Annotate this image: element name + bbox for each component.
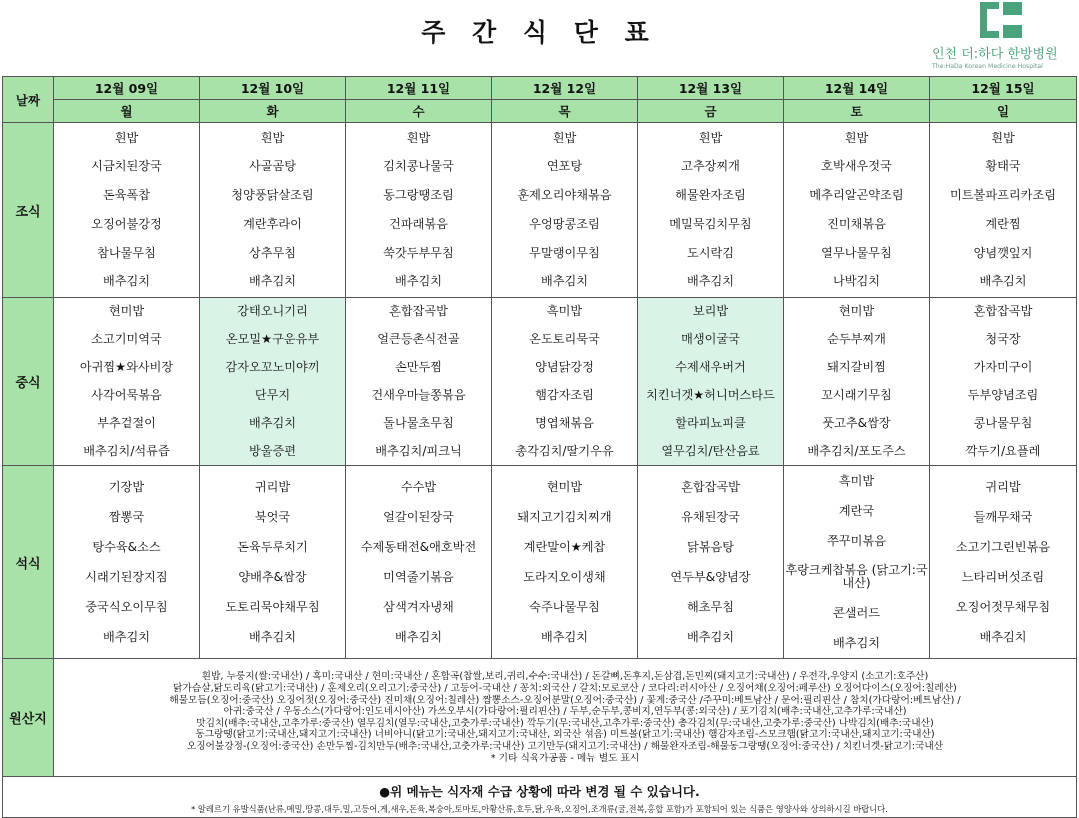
meal-cell	[200, 466, 346, 659]
meal-cell	[930, 298, 1077, 466]
menu-item: 콘샐러드	[832, 605, 881, 620]
breakfast-label: 조식	[3, 123, 54, 298]
meal-cell	[54, 466, 200, 659]
menu-item: 연포탕	[546, 159, 583, 174]
menu-item: 배추김치	[979, 274, 1027, 289]
menu-item: 귀리밥	[254, 479, 291, 494]
menu-item: 시금치된장국	[91, 159, 162, 174]
menu-item: 양배추&쌈장	[238, 569, 307, 584]
meal-cell	[200, 123, 346, 298]
meal-cell	[930, 123, 1077, 298]
meal-cell	[784, 466, 930, 659]
menu-item: 흰밥	[552, 130, 577, 145]
weekday-cell: 화	[200, 100, 346, 123]
menu-item: 닭볶음탕	[686, 539, 735, 554]
menu-item: 열무김치/탄산음료	[661, 443, 760, 458]
hospital-name: 인천 더:하다 한방병원	[932, 47, 1058, 62]
menu-item: 방울증편	[248, 443, 297, 458]
menu-item: 나박김치	[832, 274, 881, 289]
menu-item: 흰밥	[698, 130, 723, 145]
menu-item: 배추김치	[540, 274, 589, 289]
menu-item: 흰밥	[991, 130, 1015, 145]
menu-item: 사각어묵볶음	[91, 388, 162, 403]
menu-item: 콩나물무침	[973, 416, 1033, 430]
menu-item: 탕수육&소스	[92, 539, 161, 554]
menu-item: 소고기그린빈볶음	[955, 539, 1051, 554]
weekday-cell: 수	[346, 100, 492, 123]
weekday-cell: 금	[638, 100, 784, 123]
menu-item: 도시락김	[686, 245, 735, 260]
menu-item: 가자미구이	[973, 360, 1033, 375]
meal-cell	[784, 298, 930, 466]
date-cell: 12월 13일	[638, 77, 784, 100]
menu-item: 쑥갓두부무침	[383, 245, 454, 260]
menu-item: 흑미밥	[546, 304, 583, 319]
meal-cell	[930, 466, 1077, 659]
menu-item: 총각김치/딸기우유	[515, 443, 614, 458]
meal-cell	[54, 298, 200, 466]
meal-cell	[346, 466, 492, 659]
menu-item: 상추무침	[248, 245, 297, 260]
menu-item: 계란후라이	[243, 216, 302, 231]
menu-item: 무말랭이무침	[529, 245, 600, 260]
weekday-cell: 일	[930, 100, 1077, 123]
menu-item: 황태국	[985, 159, 1021, 174]
menu-item: 매생이굴국	[681, 332, 740, 347]
logo-mark-icon	[980, 2, 1022, 38]
date-cell: 12월 10일	[200, 77, 346, 100]
meal-cell	[638, 298, 784, 466]
meal-cell	[638, 466, 784, 659]
menu-item: 햄감자조림	[535, 388, 594, 403]
notice-box	[3, 777, 1077, 818]
menu-item: 계란국	[838, 503, 875, 518]
menu-item: 소고기미역국	[91, 332, 162, 347]
menu-item: 흰밥	[114, 130, 139, 145]
menu-item: 치킨너겟★허니머스타드	[646, 388, 775, 403]
hospital-subtitle: The:HaDa Korean Medicine Hospital	[932, 63, 1043, 70]
menu-item: 수제동태전&애호박전	[360, 539, 477, 554]
menu-item: 단무지	[254, 388, 291, 403]
menu-item: 짬뽕국	[108, 509, 145, 524]
menu-item: 참나물무침	[97, 245, 156, 260]
menu-item: 느타리버섯조림	[961, 569, 1045, 584]
menu-item: 돼지갈비찜	[827, 360, 886, 375]
weekday-cell: 월	[54, 100, 200, 123]
lunch-row	[3, 298, 1077, 466]
menu-item: 삼색겨자냉채	[383, 599, 454, 614]
menu-item: 풋고추&쌈장	[822, 416, 891, 430]
menu-item: 들깨무채국	[973, 509, 1033, 524]
menu-item: 해초무침	[686, 599, 735, 614]
menu-item: 계란말이★케찹	[523, 539, 606, 554]
menu-item: 기장밥	[108, 479, 145, 494]
menu-item: 우엉땅콩조림	[529, 216, 600, 231]
menu-item: 미역줄기볶음	[383, 569, 454, 584]
menu-item: 얼갈이된장국	[383, 509, 454, 524]
meal-cell	[200, 298, 346, 466]
origin-line: * 기타 식육가공품 - 메뉴 별도 표시	[490, 752, 640, 764]
menu-item: 호박새우젓국	[821, 159, 892, 174]
menu-item: 도토리묵야채무침	[225, 599, 320, 614]
menu-item: 흰밥	[406, 130, 431, 145]
menu-item: 북엇국	[254, 509, 291, 524]
menu-item: 배추김치	[102, 629, 151, 644]
menu-item: 메추리알곤약조림	[809, 188, 904, 203]
menu-item: 수수밥	[400, 479, 437, 494]
menu-item: 온모밀★구운유부	[225, 332, 320, 347]
menu-item: 배추김치	[248, 274, 297, 289]
menu-item: 배추김치	[248, 416, 297, 430]
menu-item: 배추김치	[979, 629, 1027, 644]
dinner-row	[3, 466, 1077, 659]
menu-item: 감자오꼬노미야끼	[225, 360, 320, 375]
meal-cell	[346, 298, 492, 466]
menu-item: 수제새우버거	[675, 360, 746, 375]
menu-item: 배추김치	[248, 629, 297, 644]
menu-item: 꼬시래기무침	[821, 388, 892, 403]
menu-item: 부추겉절이	[97, 416, 156, 430]
origin-info	[54, 659, 1077, 777]
menu-item: 얼큰등촌식전골	[377, 332, 460, 347]
menu-item: 귀리밥	[985, 479, 1021, 494]
menu-item: 보리밥	[692, 304, 729, 319]
menu-item: 혼합잡곡밥	[973, 304, 1033, 319]
weekday-cell: 토	[784, 100, 930, 123]
menu-item: 배추김치	[394, 629, 443, 644]
origin-line: 흰밥, 누룽지(쌀:국내산) / 흑미:국내산 / 현미:국내산 / 혼합곡(찹쌀,보리,귀리,수수:국내산) / 돈갈뼈,돈후지,돈삼겹,돈민찌(돼지고기:국내산) / 우전각,우양지 (소고기:호주산)	[201, 671, 929, 683]
menu-item: 흑미밥	[838, 473, 875, 488]
date-cell: 12월 09일	[54, 77, 200, 100]
menu-item: 강태오니기리	[237, 304, 308, 319]
dinner-label: 석식	[3, 466, 54, 659]
menu-item: 돈육폭찹	[102, 188, 151, 203]
menu-item: 쭈꾸미볶음	[827, 533, 886, 548]
menu-item: 흰밥	[260, 130, 285, 145]
menu-item: 명엽채볶음	[535, 416, 594, 430]
menu-item: 양념깻잎지	[973, 245, 1033, 260]
menu-item: 사골곰탕	[248, 159, 297, 174]
menu-item: 현미밥	[546, 479, 583, 494]
menu-item: 건새우마늘쫑볶음	[371, 388, 466, 403]
menu-item: 계란찜	[985, 216, 1021, 231]
menu-item: 온도토리묵국	[529, 332, 600, 347]
date-row	[3, 77, 1077, 100]
hospital-logo	[905, 2, 1075, 72]
origin-line: 해물모듬(오징어:중국산) 오징어젓(오징어:중국산) 진미채(오징어:칠레산) 짬뽕소스-오징어분말(오징어:중국산) / 꽃게:중국산 /주꾸미:베트남산 / 문어:필리핀산 / 참치(가다랑어:베트남산) /	[169, 694, 961, 706]
meal-cell	[492, 298, 638, 466]
notice-main: ●위 메뉴는 식자재 수급 상황에 따라 변경 될 수 있습니다.	[379, 784, 700, 800]
date-cell: 12월 11일	[346, 77, 492, 100]
menu-item: 현미밥	[838, 304, 875, 319]
meal-cell	[638, 123, 784, 298]
menu-item: 배추김치	[686, 629, 735, 644]
menu-item: 배추김치	[832, 635, 881, 650]
notice-row	[3, 777, 1077, 818]
menu-item: 돌나물초무침	[383, 416, 454, 430]
menu-item: 흰밥	[844, 130, 869, 145]
menu-item: 시래기된장지짐	[85, 569, 168, 584]
menu-item: 현미밥	[108, 304, 145, 319]
menu-item: 돼지고기김치찌개	[517, 509, 612, 524]
menu-item: 오징어불강정	[91, 216, 162, 231]
menu-item: 오징어젓무채무침	[955, 599, 1051, 614]
menu-item: 진미채볶음	[827, 216, 886, 231]
origin-line: 아귀:중국산 / 우동소스(가다랑어:인도네시아산) 가쓰오부시(가다랑어:필리핀산) / 두부,순두부,콩비지,연두부(콩:외국산) / 포기김치(배추:국내산,고추가루:국내산)	[223, 706, 907, 718]
menu-item: 두부양념조림	[967, 388, 1039, 403]
menu-item: 손만두찜	[394, 360, 443, 375]
page-title: 주 간 식 단 표	[421, 18, 658, 47]
menu-item: 배추김치	[102, 274, 151, 289]
menu-item: 배추김치	[686, 274, 735, 289]
menu-item: 청양풍닭살조림	[231, 188, 314, 203]
weekly-menu-table	[2, 76, 1077, 818]
menu-item: 혼합잡곡밥	[389, 304, 448, 319]
menu-item: 연두부&양념장	[670, 569, 751, 584]
menu-item: 숙주나물무침	[529, 599, 600, 614]
menu-item: 유채된장국	[681, 509, 740, 524]
menu-item: 배추김치/피크닉	[375, 443, 462, 458]
origin-line: 오징어불강정-(오징어:중국산) 손만두찜-김치만두(배추:국내산,고춧가루:국내산) 고기만두(돼지고기:국내산) / 해물완자조림-해물동그랑땡(오징어:중국산) / 치킨너겟-닭고기:국내산	[186, 741, 944, 753]
date-cell: 12월 14일	[784, 77, 930, 100]
date-cell: 12월 15일	[930, 77, 1077, 100]
menu-item: 미트볼파프리카조림	[950, 188, 1056, 203]
menu-item: 할라피뇨피클	[675, 416, 746, 430]
menu-item: 해물완자조림	[675, 188, 746, 203]
menu-item: 돈육두루치기	[237, 539, 308, 554]
menu-item: 동그랑땡조림	[383, 188, 454, 203]
menu-item: 열무나물무침	[821, 245, 892, 260]
menu-item: 배추김치	[540, 629, 589, 644]
menu-item: 배추김치/석류즙	[83, 443, 170, 458]
origin-row	[3, 659, 1077, 777]
menu-item: 메밀묵김치무침	[669, 216, 752, 231]
origin-line: 맛김치(배추:국내산,고추가루:중국산) 열무김치(열무:국내산,고춧가루:국내산) 깍두기(무:국내산,고추가루:중국산) 총각김치(무:국내산,고춧가루:중국산) 나박김치(배추:국내산)	[196, 717, 934, 729]
menu-item: 훈제오리야채볶음	[517, 188, 612, 203]
menu-item: 깍두기/요플레	[965, 443, 1041, 458]
menu-item: 건파래볶음	[389, 216, 448, 231]
meal-cell	[54, 123, 200, 298]
menu-item: 청국장	[985, 332, 1021, 347]
meal-cell	[346, 123, 492, 298]
menu-item: 아귀찜★와사비장	[79, 360, 174, 375]
allergy-notice: * 알레르기 유발식품(난류,메밀,땅콩,대두,밀,고등어,게,새우,돈육,복숭아,토마토,아황산류,호두,닭,우육,오징어,조개류(굴,전복,홍합 포함)가 포함되어 있는 식품은 영양사와 상의하시길 바랍니다.	[191, 804, 888, 815]
menu-item: 중국식오이무침	[85, 599, 168, 614]
menu-item: 후랑크케찹볶음 (닭고기:국내산)	[785, 563, 928, 591]
menu-item: 배추김치	[394, 274, 443, 289]
breakfast-row	[3, 123, 1077, 298]
origin-label: 원산지	[3, 659, 54, 777]
date-label: 날짜	[3, 77, 54, 123]
menu-item: 도라지오이생채	[523, 569, 606, 584]
menu-item: 배추김치/포도주스	[807, 443, 906, 458]
menu-item: 혼합잡곡밥	[681, 479, 740, 494]
meal-cell	[492, 466, 638, 659]
weekday-row	[3, 100, 1077, 123]
date-cell: 12월 12일	[492, 77, 638, 100]
meal-cell	[784, 123, 930, 298]
menu-item: 양념닭강정	[535, 360, 594, 375]
menu-item: 순두부찌개	[827, 332, 886, 347]
origin-line: 동그랑땡(닭고기:국내산,돼지고기:국내산) 너비아니(닭고기:국내산,돼지고기:국내산, 외국산 섞음) 미트볼(닭고기:국내산) 햄감자조림-스모크햄(닭고기:국내산,돼지고기:국내산)	[195, 729, 935, 741]
lunch-label: 중식	[3, 298, 54, 466]
meal-cell	[492, 123, 638, 298]
menu-item: 김치콩나물국	[383, 159, 454, 174]
origin-line: 닭가슴살,닭도리육(닭고기:국내산) / 훈제오리(오리고기:중국산) / 고등어-국내산 / 꽁치:외국산 / 갈치:모로코산 / 코다리:러시아산 / 오징어채(오징어:페루산) 오징어다이스(오징어:칠레산)	[173, 683, 957, 695]
menu-item: 고추장찌개	[681, 159, 740, 174]
weekday-cell: 목	[492, 100, 638, 123]
